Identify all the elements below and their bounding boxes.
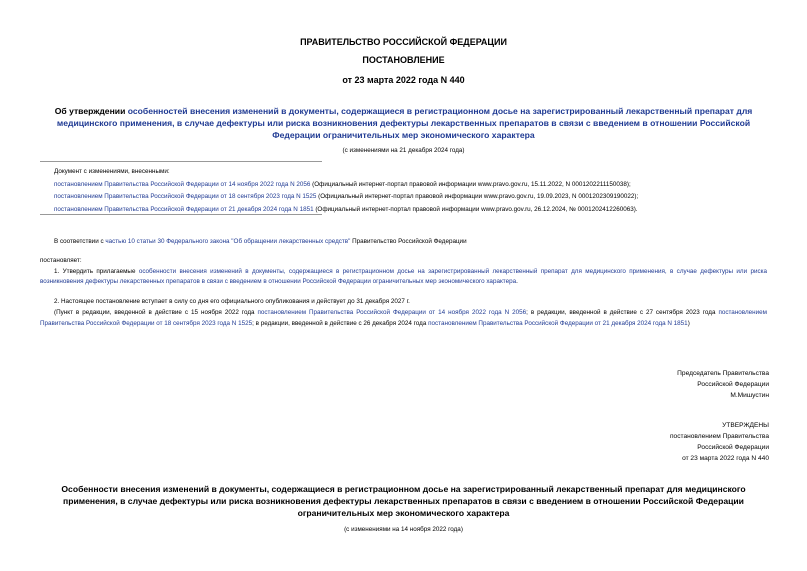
title-link[interactable]: особенностей внесения изменений в документы, содержащиеся в регистрационном досье на зарегистрированный лекарственный препарат для медицинского применения, в случае дефектуры или риска возникновения дефектуры лекарственных препаратов в связи с введением в отношении Российской Федерации ограничительных мер экономического характера (56, 106, 753, 140)
approval-block (670, 420, 769, 464)
note-text: (Пункт в редакции, введенной в действие с 15 ноября 2022 года (54, 309, 258, 316)
approval-heading: УТВЕРЖДЕНЫ (722, 422, 769, 429)
document-type: ПОСТАНОВЛЕНИЕ (362, 55, 445, 65)
amendment-source: (Официальный интернет-портал правовой информации www.pravo.gov.ru, 26.12.2024, № 0001202412260063). (313, 205, 638, 213)
amendments-block (54, 166, 638, 216)
amendment-link[interactable]: постановлением Правительства Российской Федерации от 21 декабря 2024 года N 1851 (54, 205, 314, 213)
note-text: ; в редакции, введенной в действие с 26 декабря 2024 года (252, 319, 429, 327)
note-link[interactable]: постановлением Правительства Российской Федерации от 21 декабря 2024 года N 1851 (428, 319, 688, 327)
approval-line: постановлением Правительства (669, 433, 769, 440)
amendments-heading: Документ с изменениями, внесенными: (54, 168, 170, 175)
amendment-source: (Официальный интернет-портал правовой информации www.pravo.gov.ru, 15.11.2022, N 0001202211150038); (310, 180, 631, 188)
amendment-link[interactable]: постановлением Правительства Российской Федерации от 14 ноября 2022 года N 2056 (54, 180, 311, 188)
government-name: ПРАВИТЕЛЬСТВО РОССИЙСКОЙ ФЕДЕРАЦИИ (300, 37, 507, 47)
para1-before: 1. Утвердить прилагаемые (54, 268, 139, 275)
title-prefix: Об утверждении (54, 106, 128, 116)
signature-country: Российской Федерации (697, 381, 769, 388)
preamble-before: В соответствии с (54, 238, 106, 245)
paragraph-2: 2. Настоящее постановление вступает в силу со дня его официального опубликования и действует до 31 декабря 2027 г. (54, 298, 410, 305)
note-text: ) (687, 319, 690, 327)
amendment-source: (Официальный интернет-портал правовой информации www.pravo.gov.ru, 19.09.2023, N 0001202309190022); (316, 193, 639, 200)
paragraph-2-note (40, 308, 767, 329)
preamble-after: Правительство Российской Федерации (350, 238, 467, 245)
approval-line: Российской Федерации (697, 444, 769, 451)
amendment-item (54, 179, 638, 192)
decides-word: постановляет: (40, 257, 82, 264)
approval-date: от 23 марта 2022 года N 440 (682, 455, 769, 462)
amendment-link[interactable]: постановлением Правительства Российской Федерации от 18 сентября 2023 года N 1525 (54, 193, 317, 200)
document-title (40, 105, 767, 141)
para1-after: . (516, 278, 518, 285)
note-link[interactable]: постановлением Правительства Российской Федерации от 14 ноября 2022 года N 2056 (257, 309, 527, 316)
signature-block (677, 368, 769, 401)
divider-bottom (40, 214, 322, 215)
signature-name: М.Мишустин (730, 392, 769, 399)
note-text: ; в редакции, введенной в действие с 27 сентября 2023 года (526, 309, 719, 316)
para1-features-link[interactable]: особенности внесения изменений в документы, содержащиеся в регистрационном досье на зарегистрированный лекарственный препарат для медицинского применения, в случае дефектуры или риска возникновения дефектуры лекарственных препаратов в связи с введением в отношении Российской Федерации ограничительных мер экономического характера (40, 268, 768, 285)
preamble-law-link[interactable]: частью 10 статьи 30 Федерального закона "Об обращении лекарственных средств" (105, 238, 351, 245)
paragraph-1 (40, 267, 767, 287)
note-link[interactable]: постановлением Правительства Российской Федерации от 18 сентября 2023 года N 1525 (40, 309, 767, 327)
signature-title: Председатель Правительства (677, 370, 769, 377)
divider-top (40, 161, 322, 162)
annex-title: Особенности внесения изменений в документы, содержащиеся в регистрационном досье на зарегистрированный лекарственный препарат для медицинского применения, в случае дефектуры или риска возникновения дефектуры лекарственных препаратов в связи с введением в отношении Российской Федерации ограничительных мер экономического характера (61, 484, 746, 518)
annex-changes-note: (с изменениями на 14 ноября 2022 года) (344, 526, 463, 533)
changes-note: (с изменениями на 21 декабря 2024 года) (342, 147, 465, 154)
amendment-item (54, 191, 638, 204)
preamble (54, 238, 467, 245)
document-date-number: от 23 марта 2022 года N 440 (342, 75, 465, 85)
